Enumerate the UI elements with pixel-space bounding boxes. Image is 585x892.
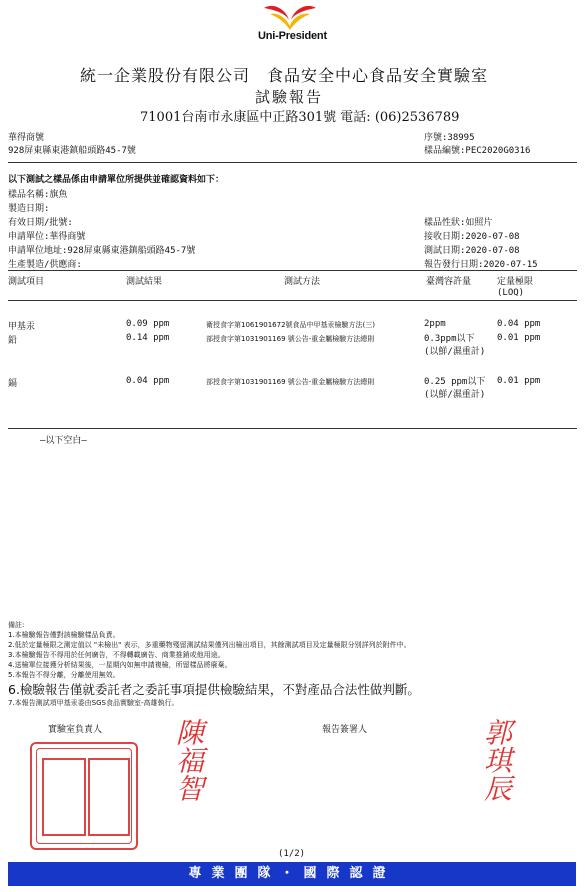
- notes-heading: 備註:: [8, 621, 25, 629]
- col-header-limit: 臺灣容許量: [426, 277, 472, 287]
- note-4: 4.送檢單位接獲分析結果後，一星期內如無申請複檢，所留樣品將廢棄。: [8, 661, 232, 669]
- address-line: 71001台南市永康區中正路301號 電話: (06)2536789: [140, 110, 460, 125]
- col-header-method: 測試方法: [284, 277, 321, 287]
- lab-head-label: 實驗室負責人: [48, 725, 103, 735]
- mfg-date: 製造日期:: [8, 204, 50, 214]
- footer-banner: 專業團隊・國際認證: [8, 862, 576, 886]
- col-header-loq: 定量極限: [497, 277, 534, 287]
- row-method: 部授食字第1031901169 號公告-重金屬檢驗方法總則: [206, 378, 375, 386]
- note-2: 2.低於定量極限之測定值以 "未檢出" 表示，多重藥物殘留測試結果僅列出檢出項目，其餘測試項目及定量極限分別詳列於附件中。: [8, 641, 411, 649]
- row-item: 鉛: [8, 336, 18, 346]
- row-limit: 0.25 ppm以下 (以鮮/濕重計): [424, 377, 486, 400]
- note-6: 6.檢驗報告僅就委託者之委託事項提供檢驗結果，不對產品合法性做判斷。: [8, 682, 420, 697]
- test-date: 測試日期:2020-07-08: [424, 246, 520, 256]
- client-name: 華得商號: [8, 133, 45, 143]
- signature-signer: 郭琪辰: [480, 718, 513, 802]
- client-address: 928屏東縣東港鎮船頭路45-7號: [8, 146, 136, 156]
- page-number: (1/2): [278, 849, 306, 859]
- serial-number: 序號:38995: [424, 133, 475, 143]
- row-item: 甲基汞: [8, 322, 36, 332]
- row-loq: 0.01 ppm: [497, 376, 541, 386]
- row-loq: 0.01 ppm: [497, 333, 541, 343]
- sample-number: 樣品編號:PEC2020G0316: [424, 146, 531, 156]
- note-3: 3.本檢驗報告不得用於任何廣告，不得轉載廣告、商業推銷或他用途。: [8, 651, 225, 659]
- sample-state: 樣品性狀:如照片: [424, 218, 493, 228]
- logo-text: Uni-President: [258, 30, 327, 42]
- logo-bird-icon: [256, 2, 326, 32]
- signer-label: 報告簽署人: [322, 725, 368, 735]
- row-result: 0.04 ppm: [126, 376, 170, 386]
- note-7: 7.本報告測試項甲基汞委由SGS食品實驗室-高雄執行。: [8, 699, 179, 707]
- row-limit: 0.3ppm以下(以鮮/濕重計): [424, 334, 486, 357]
- signature-lab-head: 陳福智: [172, 718, 205, 802]
- divider: [8, 300, 577, 301]
- row-item: 鎘: [8, 379, 18, 389]
- divider: [8, 428, 577, 429]
- col-header-item: 測試項目: [8, 277, 45, 287]
- sample-name: 樣品名稱:旗魚: [8, 190, 68, 200]
- applicant-address: 申請單位地址:928屏東縣東港鎮船頭路45-7號: [8, 246, 196, 256]
- col-header-result: 測試結果: [126, 277, 163, 287]
- company-title: 統一企業股份有限公司 食品安全中心食品安全實驗室: [80, 66, 489, 85]
- row-result: 0.09 ppm: [126, 319, 170, 329]
- row-loq: 0.04 ppm: [497, 319, 541, 329]
- company-logo: [256, 2, 326, 42]
- intro-text: 以下測試之樣品係由申請單位所提供並確認資料如下：: [8, 175, 225, 185]
- note-5: 5.本報告不得分離，分離使用無效。: [8, 671, 120, 679]
- row-method: 部授食字第1031901169 號公告-重金屬檢驗方法總則: [206, 335, 375, 343]
- expiry-lot: 有效日期/批號:: [8, 218, 73, 228]
- col-header-loq-sub: (LOQ): [497, 288, 525, 298]
- report-title: 試驗報告: [255, 88, 324, 106]
- row-limit: 2ppm: [424, 319, 446, 329]
- divider: [8, 162, 577, 163]
- note-1: 1.本檢驗報告僅對該檢驗樣品負責。: [8, 631, 120, 639]
- row-method: 衛授食字第1061901672號食品中甲基汞檢驗方法(三): [206, 321, 375, 329]
- row-result: 0.14 ppm: [126, 333, 170, 343]
- blank-below-note: —以下空白—: [40, 436, 87, 446]
- official-seal: [30, 742, 138, 850]
- producer: 生產製造/供應商:: [8, 260, 82, 270]
- received-date: 接收日期:2020-07-08: [424, 232, 520, 242]
- divider: [8, 270, 577, 271]
- applicant: 申請單位:華得商號: [8, 232, 86, 242]
- issue-date: 報告發行日期:2020-07-15: [424, 260, 538, 270]
